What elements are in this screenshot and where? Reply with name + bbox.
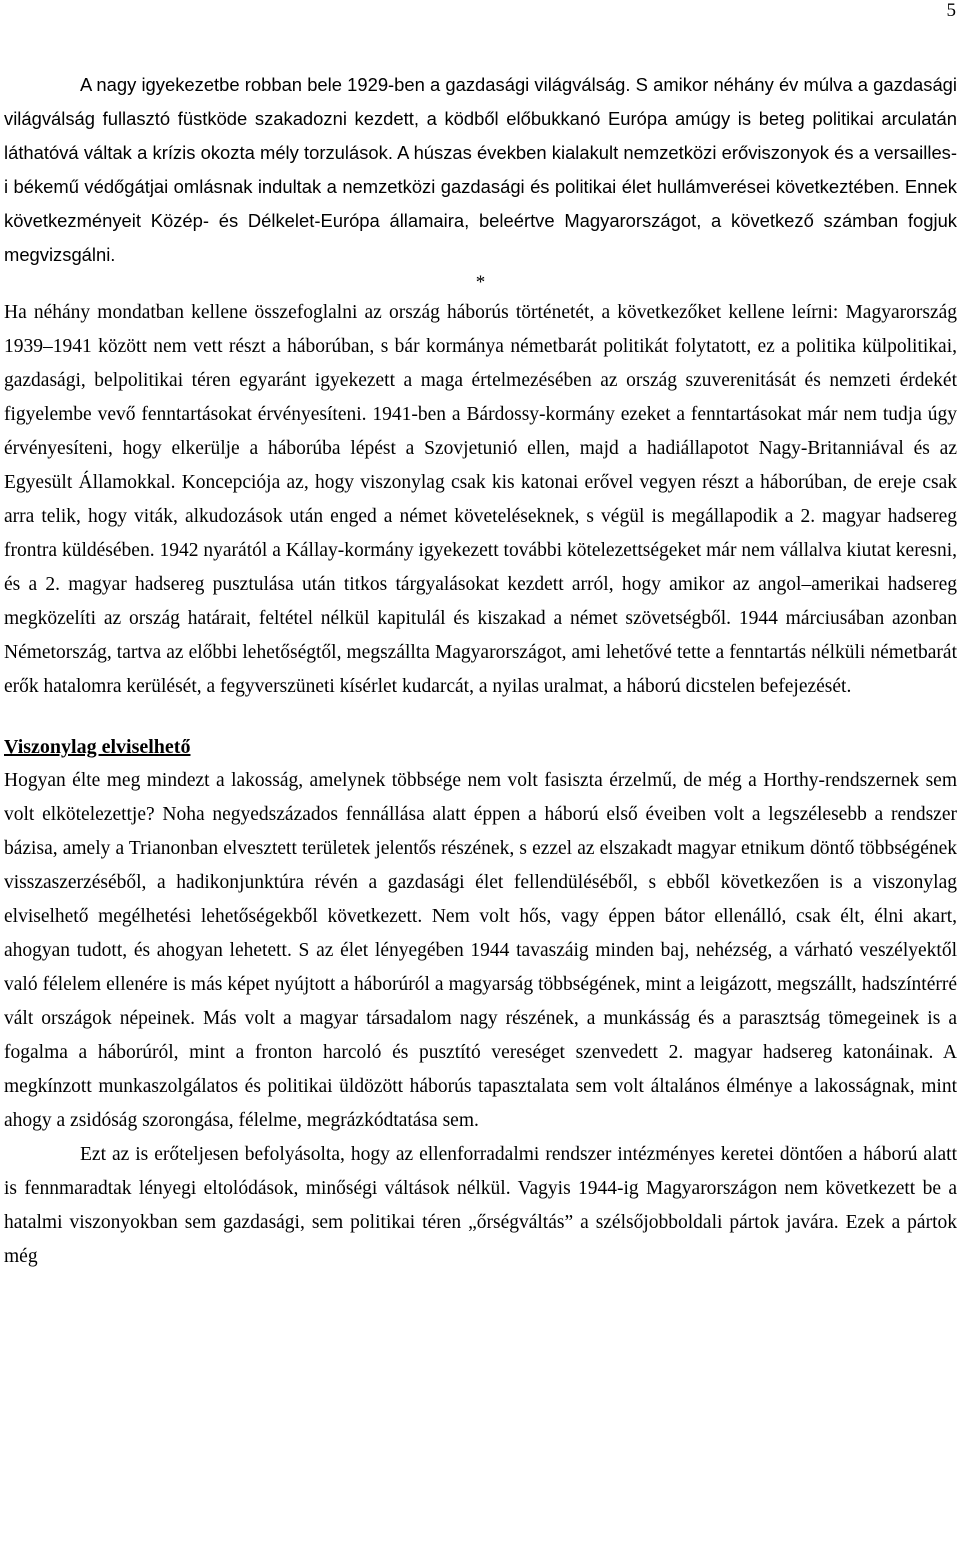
section-separator: * — [475, 272, 486, 293]
paragraph-population: Hogyan élte meg mindezt a lakosság, amelynek többsége nem volt fasiszta érzelmű, de még a Horthy-rendszernek sem volt elkötelezettje? Noha negyedszázados fennállása alatt éppen a háború első éveiben volt a legszélesebb a rendszer bázisa, amely a Trianonban elvesztett területek jelentős részének, s ezzel az elszakadt magyar etnikum döntő többségének visszaszerzéséből, a hadikonjunktúra révén a gazdasági élet fellendüléséből, s ebből következően is a viszonylag elviselhető megélhetési lehetőségekből következett. Nem volt hős, vagy éppen bátor ellenálló, csak élt, élni akart, ahogyan tudott, és ahogyan lehetett. S az élet lényegében 1944 tavaszáig minden baj, nehézség, a várható veszélyektől való félelem ellenére is más képet nyújtott a háborúról a magyarság többségének, mint a leigázott, megszállt, hadszíntérré vált országok népeinek. Más volt a magyar társadalom nagy részének, a munkásság és a parasztság tömegeinek is a fogalma a háborúról, mint a fronton harcoló és pusztító vereséget szenvedett 2. magyar hadsereg katonáinak. A megkínzott munkaszolgálatos és politikai üldözött háborús tapasztalata sem volt általános élménye a lakosságnak, mint ahogy a zsidóság szorongása, félelme, megrázkódtatása sem. — [4, 770, 957, 1131]
paragraph-institutions: Ezt az is erőteljesen befolyásolta, hogy az ellenforradalmi rendszer intézményes keretei döntően a háború alatt is fennmaradtak lényegi eltolódások, minőségi váltások nélkül. Vagyis 1944-ig Magyarországon nem következett be a hatalmi viszonyokban sem gazdasági, sem politikai téren „őrségváltás” a szélsőjobboldali pártok javára. Ezek a pártok még — [4, 1144, 957, 1267]
section-heading: Viszonylag elviselhető — [4, 736, 191, 758]
paragraph-intro: A nagy igyekezetbe robban bele 1929-ben a gazdasági világválság. S amikor néhány év múlva a gazdasági világválság fullasztó füstköde szakadozni kezdett, a ködből előbukkanó Európa amúgy is beteg politikai arculatán láthatóvá váltak a krízis okozta mély torzulások. A húszas években kialakult nemzetközi erőviszonyok és a versailles-i békemű védőgátjai omlásnak indultak a nemzetközi gazdasági és politikai élet hullámverései következtében. Ennek következményeit Közép- és Délkelet-Európa államaira, beleértve Magyarországot, a következő számban fogjuk megvizsgálni. — [4, 74, 957, 265]
paragraph-war-summary: Ha néhány mondatban kellene összefoglalni az ország háborús történetét, a következőket kellene leírni: Magyarország 1939–1941 között nem vett részt a háborúban, s bár kormánya németbarát politikát folytatott, ez a politika külpolitikai, gazdasági, belpolitikai téren egyaránt igyekezett a maga értelmezésében az ország szuverenitását és nemzeti érdekét figyelembe vevő fenntartásokat érvényesíteni. 1941-ben a Bárdossy-kormány ezeket a fenntartásokat már nem tudja úgy érvényesíteni, hogy elkerülje a háborúba lépést a Szovjetunió ellen, majd a hadiállapotot Nagy-Britanniával és az Egyesült Államokkal. Koncepciója az, hogy viszonylag csak kis katonai erővel vegyen részt a háborúban, de ereje csak arra telik, hogy viták, alkudozások után enged a német követeléseknek, s végül is megállapodik a 2. magyar hadsereg frontra küldésében. 1942 nyarától a Kállay-kormány igyekezett további kötelezettségeket már nem vállalva kiutat keresni, és a 2. magyar hadsereg pusztulása után titkos tárgyalásokat kezdett arról, hogy amikor az angol–amerikai hadsereg megközelíti az ország határait, feltétel nélkül kapitulál és kiszakad a német szövetségből. 1944 márciusában azonban Németország, tartva az előbbi lehetőségtől, megszállta Magyarországot, ami lehetővé tette a fenntartás nélküli németbarát erők hatalomra kerülését, a fegyverszüneti kísérlet kudarcát, a nyilas uralmat, a háború dicstelen befejezését. — [4, 302, 957, 697]
page-number: 5 — [946, 0, 956, 21]
document-body — [4, 68, 957, 1274]
